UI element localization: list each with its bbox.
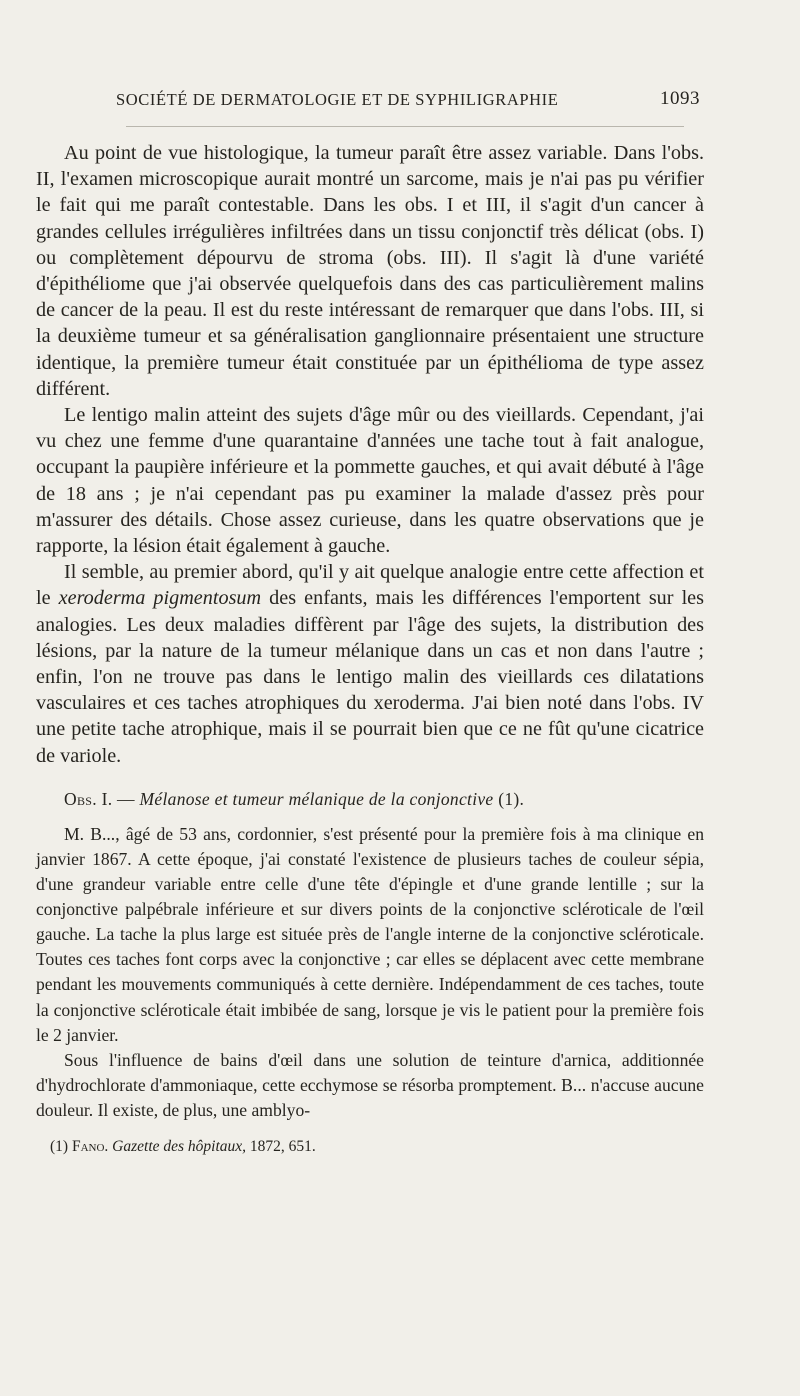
paragraph: Le lentigo malin atteint des sujets d'âge mûr ou des vieillards. Cependant, j'ai vu chez une femme d'une quarantaine d'années une tache tout à fait analogue, occupant la paupière inférieure et la pommette gauches, et qui avait débuté à l'âge de 18 ans ; je n'ai cependant pas pu examiner la malade d'assez près pour m'assurer des détails. Chose assez curieuse, dans les quatre observations que je rapporte, la lésion était également à gauche. (36, 404, 704, 558)
main-text (36, 140, 704, 769)
italic-term: xeroderma pigmentosum (58, 587, 262, 610)
page-number: 1093 (660, 88, 700, 109)
footnote-author: Fano. (71, 1138, 109, 1155)
observation-label: Obs. I. — (64, 788, 135, 809)
header-rule (126, 126, 684, 127)
running-header (36, 88, 704, 120)
observation-title: Mélanose et tumeur mélanique de la conjonctive (139, 788, 494, 809)
paragraph: Sous l'influence de bains d'œil dans une solution de teinture d'arnica, additionnée d'hydrochlorate d'ammoniaque, cette ecchymose se résorba promptement. B... n'accuse aucune douleur. Il existe, de plus, une amblyo- (36, 1049, 704, 1120)
running-title: SOCIÉTÉ DE DERMATOLOGIE ET DE SYPHILIGRAPHIE (116, 90, 559, 109)
footnote-reference: (1). (498, 788, 525, 809)
observation-text (36, 822, 704, 1123)
footnote-journal: Gazette des hôpitaux, (112, 1138, 247, 1155)
paragraph-text: des enfants, mais les différences l'emportent sur les analogies. Les deux maladies diffèrent par l'âge des sujets, la distribution des lésions, par la nature de la tumeur mélanique dans un cas et non dans l'autre ; enfin, l'on ne trouve pas dans le lentigo malin des vieillards ces dilatations vasculaires et ces taches atrophiques du xeroderma. J'ai bien noté dans l'obs. IV une petite tache atrophique, mais il se pourrait bien que ce ne fût qu'une cicatrice de variole. (36, 587, 704, 767)
observation-heading (36, 789, 704, 810)
footnote (36, 1137, 704, 1157)
book-page (36, 88, 704, 1157)
paragraph: Au point de vue histologique, la tumeur paraît être assez variable. Dans l'obs. II, l'examen microscopique aurait montré un sarcome, mais je n'ai pas pu vérifier le fait qui me paraît contestable. Dans les obs. I et III, il s'agit d'un cancer à grandes cellules irrégulières infiltrées dans un tissu conjonctif très délicat (obs. I) ou complètement dépourvu de stroma (obs. III). Il s'agit là d'une variété d'épithéliome que j'ai observée quelquefois dans des cas particulièrement malins de cancer de la peau. Il est du reste intéressant de remarquer que dans l'obs. III, si la deuxième tumeur et sa généralisation ganglionnaire présentaient une structure identique, la première tumeur était constituée par un épithélioma de type assez différent. (36, 142, 704, 400)
footnote-marker: (1) (50, 1138, 69, 1155)
paragraph-text: Il semble, au premier abord, qu'il y ait quelque analogie entre cette affection et le (36, 561, 704, 610)
paragraph: M. B..., âgé de 53 ans, cordonnier, s'est présenté pour la première fois à ma clinique en janvier 1867. A cette époque, j'ai constaté l'existence de plusieurs taches de couleur sépia, d'une grandeur variable entre celle d'une tête d'épingle et d'une grande lentille ; sur la conjonctive palpébrale inférieure et sur divers points de la conjonctive scléroticale de l'œil gauche. La tache la plus large est située près de l'angle interne de la conjonctive scléroticale. Toutes ces taches font corps avec la conjonctive ; car elles se déplacent avec cette membrane pendant les mouvements communiqués à cette dernière. Indépendamment de ces taches, toute la conjonctive scléroticale était imbibée de sang, lorsque je vis le patient pour la première fois le 2 janvier. (36, 823, 704, 1045)
paragraph-xeroderma (36, 559, 704, 769)
footnote-reference-text: 1872, 651. (249, 1138, 316, 1155)
